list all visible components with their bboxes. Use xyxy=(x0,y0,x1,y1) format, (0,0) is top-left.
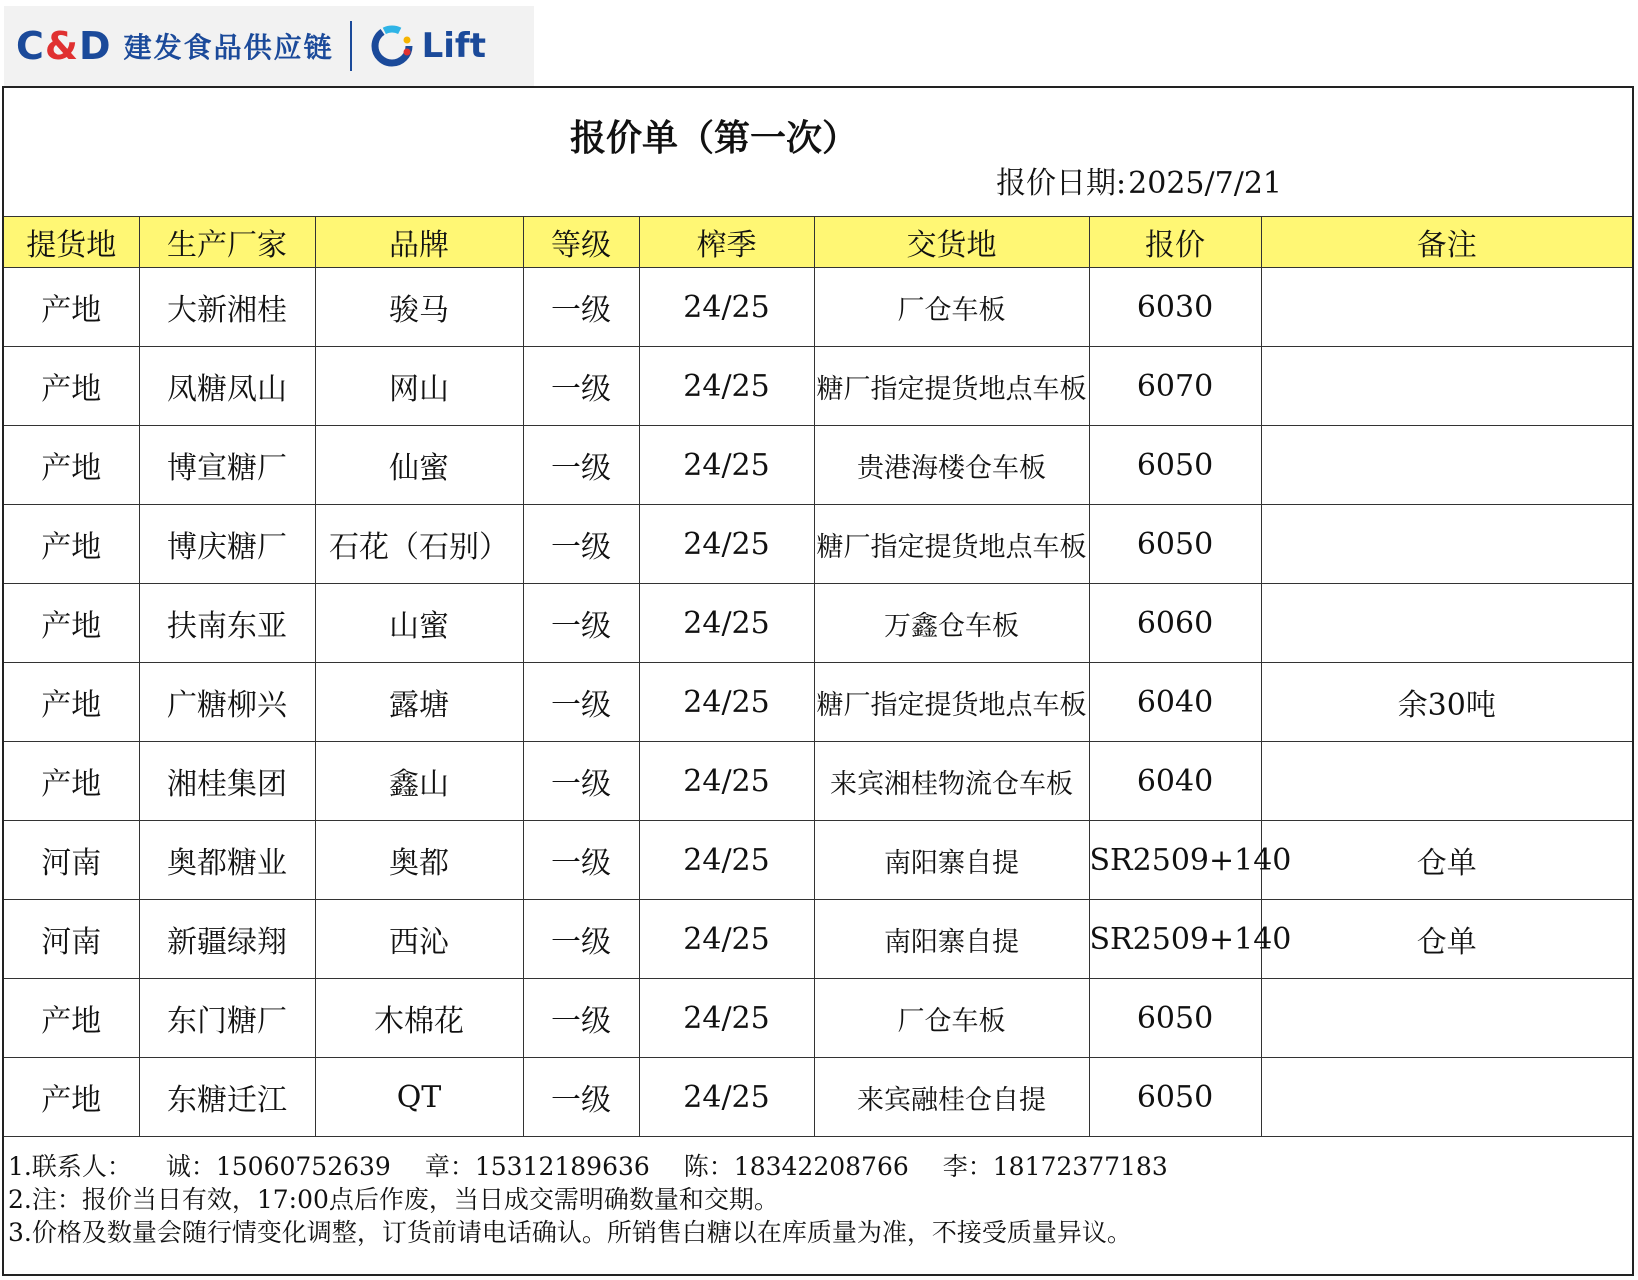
company-name: 建发食品供应链 xyxy=(123,31,334,64)
manufacturer-cell: 广糖柳兴 xyxy=(139,663,315,742)
delivery-place-cell: 厂仓车板 xyxy=(814,268,1089,347)
table-row xyxy=(4,347,1632,426)
remark-cell xyxy=(1261,268,1632,347)
grade-cell: 一级 xyxy=(523,1058,639,1137)
note-price-adjust: 3.价格及数量会随行情变化调整，订货前请电话确认。所销售白糖以在库质量为准，不接受质量异议。 xyxy=(8,1218,1132,1247)
table-row xyxy=(4,1058,1632,1137)
column-header: 品牌 xyxy=(315,217,523,268)
manufacturer-cell: 大新湘桂 xyxy=(139,268,315,347)
brand-cell: 奥都 xyxy=(315,821,523,900)
season-cell: 24/25 xyxy=(639,900,814,979)
table-row xyxy=(4,426,1632,505)
quote-table xyxy=(4,216,1632,1137)
season-cell: 24/25 xyxy=(639,742,814,821)
price-cell: 6050 xyxy=(1089,979,1261,1058)
remark-cell xyxy=(1261,584,1632,663)
delivery-place-cell: 万鑫仓车板 xyxy=(814,584,1089,663)
grade-cell: 一级 xyxy=(523,426,639,505)
pickup-cell: 产地 xyxy=(4,505,139,584)
page-title: 报价单（第一次） xyxy=(569,117,858,159)
remark-cell xyxy=(1261,742,1632,821)
table-row xyxy=(4,979,1632,1058)
contact-item: 诚：15060752639 xyxy=(165,1152,391,1181)
price-cell: 6050 xyxy=(1089,426,1261,505)
grade-cell: 一级 xyxy=(523,821,639,900)
delivery-place-cell: 糖厂指定提货地点车板 xyxy=(814,663,1089,742)
grade-cell: 一级 xyxy=(523,347,639,426)
price-cell: 6040 xyxy=(1089,742,1261,821)
column-header: 交货地 xyxy=(814,217,1089,268)
logo-divider xyxy=(350,21,352,71)
table-row xyxy=(4,505,1632,584)
column-header: 生产厂家 xyxy=(139,217,315,268)
pickup-cell: 河南 xyxy=(4,821,139,900)
brand-cell: 西沁 xyxy=(315,900,523,979)
delivery-place-cell: 来宾融桂仓自提 xyxy=(814,1058,1089,1137)
column-header: 榨季 xyxy=(639,217,814,268)
manufacturer-cell: 新疆绿翔 xyxy=(139,900,315,979)
grade-cell: 一级 xyxy=(523,584,639,663)
delivery-place-cell: 糖厂指定提货地点车板 xyxy=(814,505,1089,584)
remark-cell xyxy=(1261,505,1632,584)
remark-cell xyxy=(1261,347,1632,426)
pickup-cell: 产地 xyxy=(4,347,139,426)
column-header: 等级 xyxy=(523,217,639,268)
pickup-cell: 产地 xyxy=(4,1058,139,1137)
grade-cell: 一级 xyxy=(523,900,639,979)
notes xyxy=(8,1150,1168,1249)
cd-logo: C&D xyxy=(16,24,112,68)
brand-cell: 石花（石别） xyxy=(315,505,523,584)
delivery-place-cell: 糖厂指定提货地点车板 xyxy=(814,347,1089,426)
delivery-place-cell: 厂仓车板 xyxy=(814,979,1089,1058)
season-cell: 24/25 xyxy=(639,1058,814,1137)
delivery-place-cell: 来宾湘桂物流仓车板 xyxy=(814,742,1089,821)
season-cell: 24/25 xyxy=(639,347,814,426)
quote-date xyxy=(996,158,1282,202)
grade-cell: 一级 xyxy=(523,268,639,347)
pickup-cell: 产地 xyxy=(4,979,139,1058)
manufacturer-cell: 湘桂集团 xyxy=(139,742,315,821)
season-cell: 24/25 xyxy=(639,584,814,663)
table-row xyxy=(4,663,1632,742)
brand-cell: 骏马 xyxy=(315,268,523,347)
delivery-place-cell: 贵港海楼仓车板 xyxy=(814,426,1089,505)
brand-cell: QT xyxy=(315,1058,523,1137)
column-header: 提货地 xyxy=(4,217,139,268)
contact-item: 李：18172377183 xyxy=(942,1152,1168,1181)
remark-cell: 仓单 xyxy=(1261,821,1632,900)
date-label: 报价日期: xyxy=(996,166,1127,201)
lift-text: Lift xyxy=(421,26,486,66)
remark-cell xyxy=(1261,979,1632,1058)
lift-ring-icon xyxy=(368,22,416,70)
table-row xyxy=(4,268,1632,347)
manufacturer-cell: 东门糖厂 xyxy=(139,979,315,1058)
column-header: 备注 xyxy=(1261,217,1632,268)
delivery-place-cell: 南阳寨自提 xyxy=(814,900,1089,979)
price-cell: 6060 xyxy=(1089,584,1261,663)
pickup-cell: 产地 xyxy=(4,663,139,742)
manufacturer-cell: 凤糖凤山 xyxy=(139,347,315,426)
table-row xyxy=(4,584,1632,663)
price-cell: 6070 xyxy=(1089,347,1261,426)
manufacturer-cell: 博庆糖厂 xyxy=(139,505,315,584)
pickup-cell: 产地 xyxy=(4,426,139,505)
manufacturer-cell: 扶南东亚 xyxy=(139,584,315,663)
price-cell: 6030 xyxy=(1089,268,1261,347)
grade-cell: 一级 xyxy=(523,742,639,821)
price-cell: SR2509+140 xyxy=(1089,900,1261,979)
pickup-cell: 产地 xyxy=(4,268,139,347)
price-cell: 6040 xyxy=(1089,663,1261,742)
note-validity: 2.注：报价当日有效，17:00点后作废，当日成交需明确数量和交期。 xyxy=(8,1185,779,1214)
brand-cell: 露塘 xyxy=(315,663,523,742)
price-cell: SR2509+140 xyxy=(1089,821,1261,900)
contacts-line xyxy=(8,1150,1168,1183)
season-cell: 24/25 xyxy=(639,505,814,584)
manufacturer-cell: 博宣糖厂 xyxy=(139,426,315,505)
grade-cell: 一级 xyxy=(523,663,639,742)
brand-cell: 仙蜜 xyxy=(315,426,523,505)
logo-bar xyxy=(4,6,534,86)
manufacturer-cell: 奥都糖业 xyxy=(139,821,315,900)
pickup-cell: 河南 xyxy=(4,900,139,979)
remark-cell: 仓单 xyxy=(1261,900,1632,979)
date-value: 2025/7/21 xyxy=(1128,166,1282,201)
contacts-prefix: 1.联系人： xyxy=(8,1152,132,1181)
remark-cell xyxy=(1261,426,1632,505)
contact-item: 章：15312189636 xyxy=(424,1152,650,1181)
brand-cell: 鑫山 xyxy=(315,742,523,821)
table-row xyxy=(4,742,1632,821)
table-row xyxy=(4,900,1632,979)
remark-cell xyxy=(1261,1058,1632,1137)
price-cell: 6050 xyxy=(1089,505,1261,584)
remark-cell: 余30吨 xyxy=(1261,663,1632,742)
column-header: 报价 xyxy=(1089,217,1261,268)
brand-cell: 山蜜 xyxy=(315,584,523,663)
pickup-cell: 产地 xyxy=(4,742,139,821)
delivery-place-cell: 南阳寨自提 xyxy=(814,821,1089,900)
table-row xyxy=(4,821,1632,900)
season-cell: 24/25 xyxy=(639,821,814,900)
lift-logo xyxy=(368,22,486,70)
pickup-cell: 产地 xyxy=(4,584,139,663)
season-cell: 24/25 xyxy=(639,426,814,505)
grade-cell: 一级 xyxy=(523,979,639,1058)
table-header-row xyxy=(4,217,1632,268)
season-cell: 24/25 xyxy=(639,979,814,1058)
contact-item: 陈：18342208766 xyxy=(683,1152,909,1181)
grade-cell: 一级 xyxy=(523,505,639,584)
manufacturer-cell: 东糖迁江 xyxy=(139,1058,315,1137)
brand-cell: 网山 xyxy=(315,347,523,426)
quote-sheet xyxy=(2,86,1634,1276)
price-cell: 6050 xyxy=(1089,1058,1261,1137)
season-cell: 24/25 xyxy=(639,663,814,742)
brand-cell: 木棉花 xyxy=(315,979,523,1058)
season-cell: 24/25 xyxy=(639,268,814,347)
